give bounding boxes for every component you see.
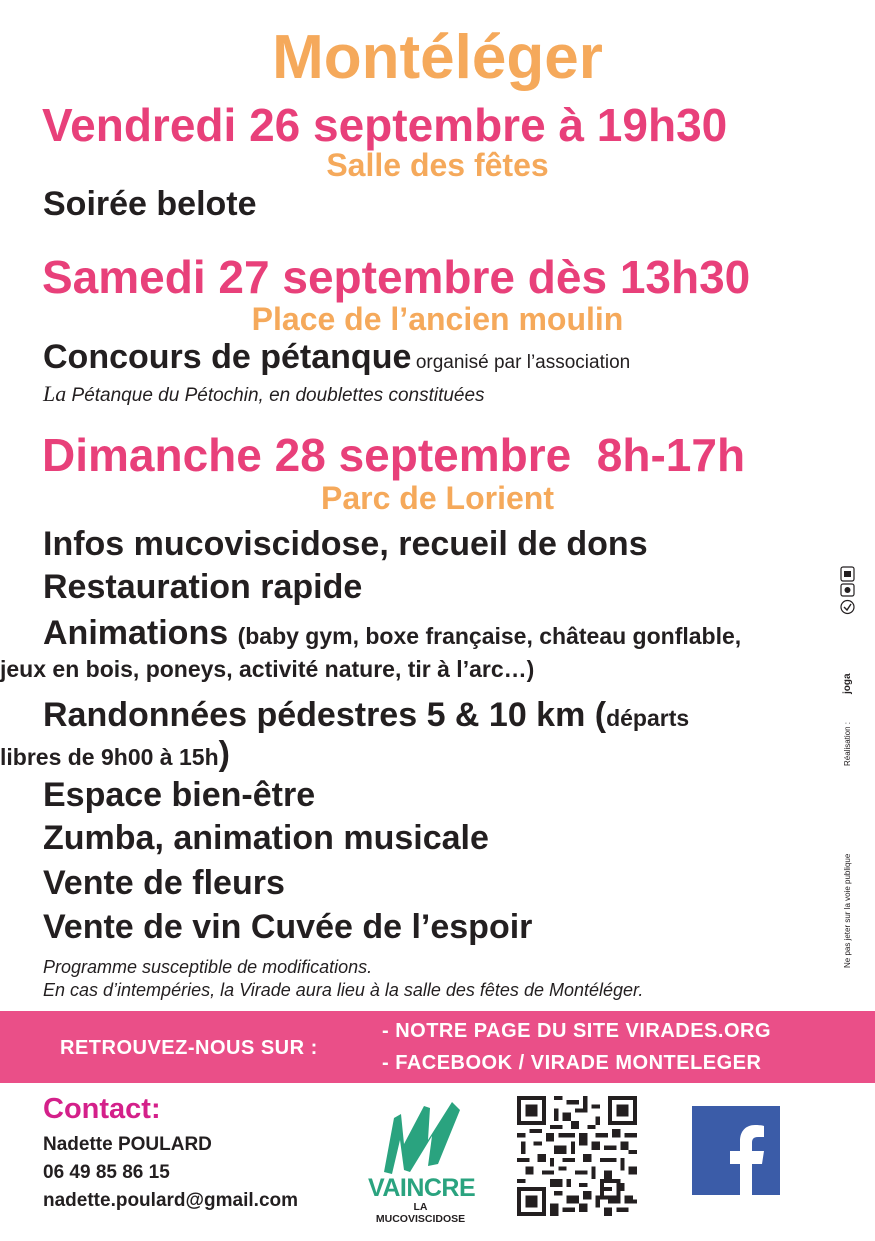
contact-title: Contact:: [43, 1093, 161, 1125]
program-item: Vente de fleurs: [43, 864, 285, 902]
program-item-hikes: [43, 696, 689, 735]
program-item: Restauration rapide: [43, 568, 363, 606]
vaincre-m-icon: [368, 1100, 473, 1178]
event-2-activity-note-line: [43, 381, 485, 407]
program-item: Zumba, animation musicale: [43, 819, 489, 857]
program-item-detail: [0, 735, 230, 774]
program-item-detail: jeux en bois, poneys, activité nature, tir à l’arc…): [0, 656, 535, 682]
event-2-activity-line: [43, 338, 630, 377]
program-item: Infos mucoviscidose, recueil de dons: [43, 525, 648, 563]
program-item-detail-text: libres de 9h00 à 15h: [0, 744, 219, 770]
program-item-label: Randonnées pédestres 5 & 10 km (: [43, 696, 607, 734]
social-banner: [0, 1011, 875, 1083]
event-1-place: Salle des fêtes: [326, 147, 549, 183]
program-note: Programme susceptible de modifications.: [43, 957, 373, 977]
banner-link-virades[interactable]: - NOTRE PAGE DU SITE VIRADES.ORG: [382, 1020, 771, 1042]
event-2-activity: Concours de pétanque: [43, 338, 412, 376]
event-2-date: Samedi 27 septembre dès 13h30: [42, 251, 751, 303]
banner-label: RETROUVEZ-NOUS SUR :: [60, 1037, 318, 1059]
event-2-note-la: La: [43, 381, 67, 406]
page-title: Montéléger: [272, 23, 603, 92]
event-3-date: Dimanche 28 septembre 8h-17h: [42, 429, 746, 481]
weather-note: En cas d’intempéries, la Virade aura lieu à la salle des fêtes de Montéléger.: [43, 980, 644, 1000]
vaincre-subtitle: LA MUCOVISCIDOSE: [375, 1201, 466, 1225]
event-1-date: Vendredi 26 septembre à 19h30: [42, 99, 728, 151]
event-2-place: Place de l’ancien moulin: [251, 301, 624, 337]
contact-email[interactable]: nadette.poulard@gmail.com: [43, 1190, 299, 1211]
event-2-note-association: Pétanque du Pétochin, en doublettes constituées: [71, 385, 485, 406]
vaincre-logo: [368, 1100, 476, 1225]
program-item-detail: départs: [606, 705, 690, 731]
program-item-label: Animations: [43, 614, 229, 652]
program-item: Vente de vin Cuvée de l’espoir: [43, 908, 533, 946]
banner-link-facebook[interactable]: - FACEBOOK / VIRADE MONTELEGER: [382, 1052, 762, 1074]
event-1-activity: Soirée belote: [43, 185, 257, 223]
realisation-label: Réalisation :: [843, 721, 852, 766]
event-2-activity-note: organisé par l’association: [415, 352, 631, 373]
program-item: Espace bien-être: [43, 776, 316, 814]
event-3-place: Parc de Lorient: [321, 480, 554, 516]
joga-logo: joga: [842, 673, 853, 694]
do-not-litter-notice: Ne pas jeter sur la voie publique: [843, 853, 852, 968]
vaincre-word: VAINCRE: [368, 1174, 476, 1202]
contact-phone[interactable]: 06 49 85 86 15: [43, 1162, 170, 1183]
program-item-animations: [43, 614, 741, 653]
program-item-detail: (baby gym, boxe française, château gonflable,: [237, 623, 742, 649]
program-item-close-paren: ): [218, 735, 230, 773]
facebook-icon[interactable]: [692, 1106, 780, 1195]
print-icons: [840, 565, 856, 617]
contact-name: Nadette POULARD: [43, 1134, 212, 1155]
qr-code-icon[interactable]: [517, 1096, 637, 1216]
